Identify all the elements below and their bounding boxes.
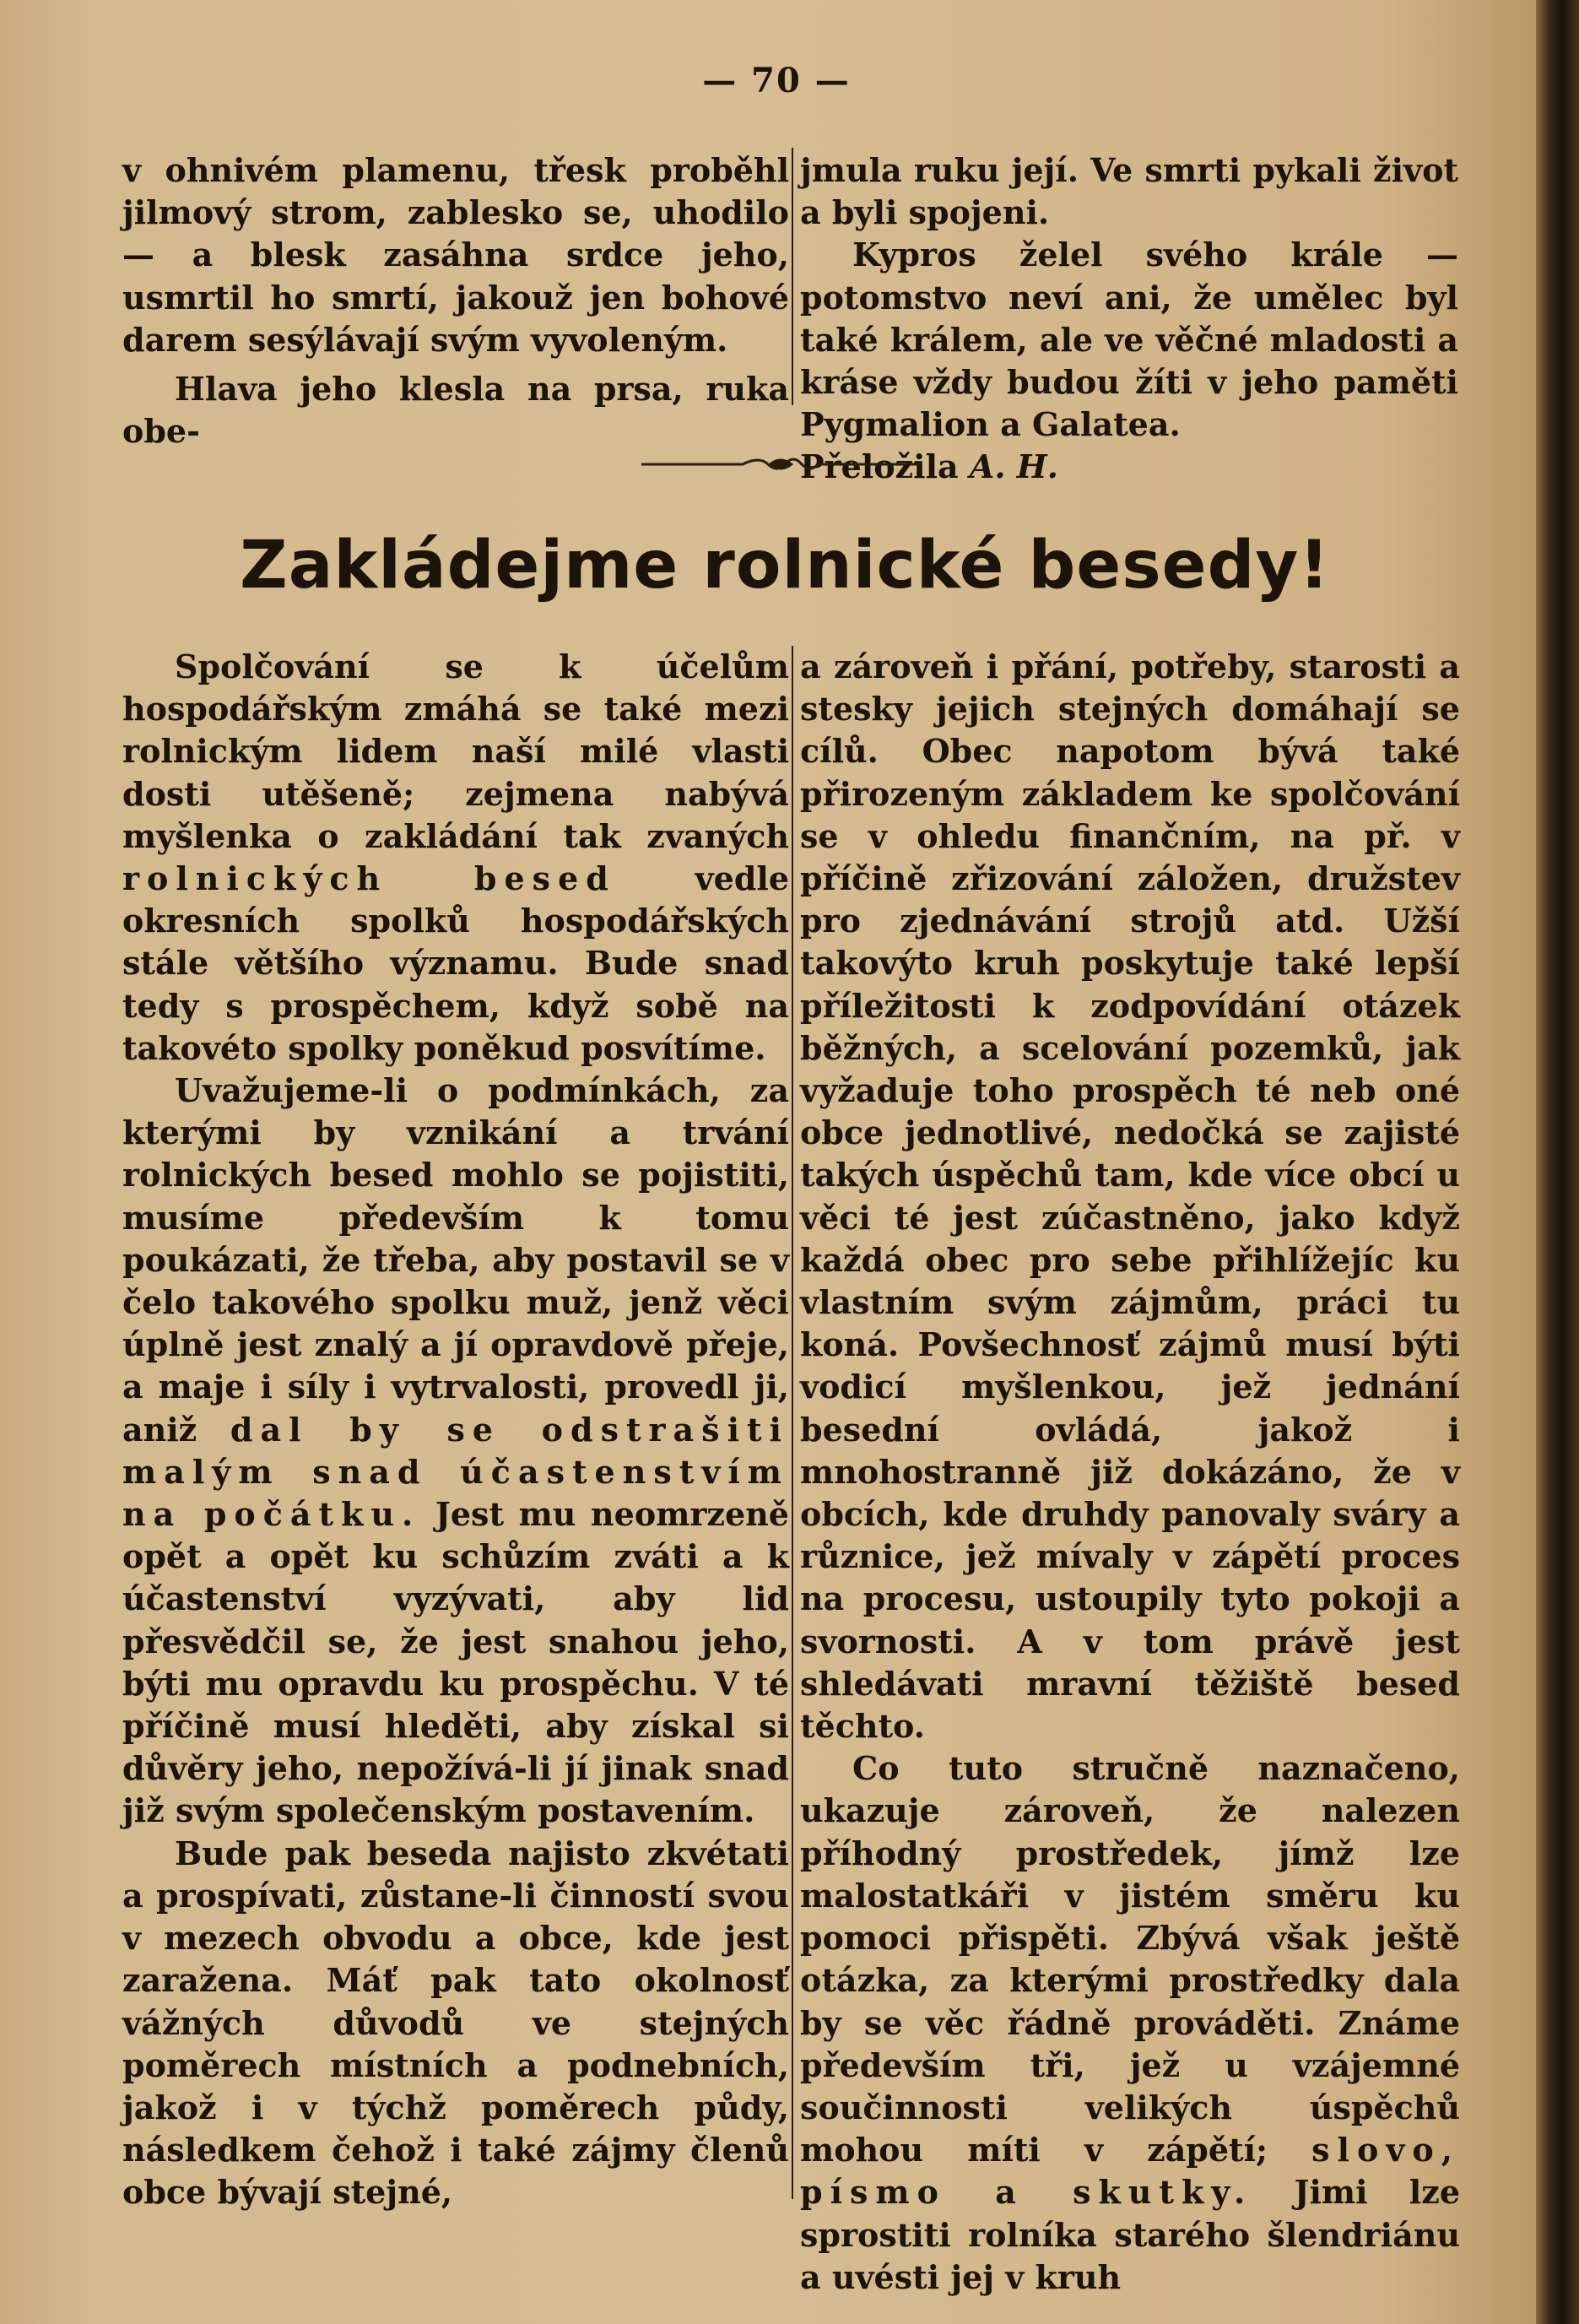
paragraph: Kypros želel svého krále — potomstvo neví ani, že umělec byl také králem, ale ve věčné mladosti a kráse vždy budou žíti v jeho paměti Pygmalion a Galatea. [800, 236, 1458, 444]
column-divider [792, 148, 793, 405]
ornament-divider [641, 452, 920, 477]
paragraph: jmula ruku její. Ve smrti pykali život a byli spojeni. [800, 151, 1458, 232]
paragraph: Co tuto stručně naznačeno, ukazuje zároveň, že nalezen příhodný prostředek, jímž lze malostatkáři v jistém směru ku pomoci přispěti. Zbývá však ještě otázka, za kterými prostředky dala by se věc řádně prováděti. Známe především tři, jež u vzájemné součinnosti velikých úspěchů mohou míti v zápětí; slovo, písmo a skutky. Jimi lze sprostiti rolníka starého šlendriánu a uvésti jej v kruh [800, 1749, 1460, 2296]
top-right-column [800, 149, 1458, 489]
paragraph: Bude pak beseda najisto zkvétati a prospívati, zůstane-li činností svou v mezech obvodu a obce, kde jest zaražena. Máť pak tato okolnosť vážných důvodů ve stejných poměrech místních a podnebních, jakož i v týchž poměrech půdy, následkem čehož i také zájmy členů obce bývají stejné, [122, 1834, 789, 2212]
paragraph: a zároveň i přání, potřeby, starosti a stesky jejich stejných domáhají se cílů. Obec napotom bývá také přirozeným základem ke spolčování se v ohledu finančním, na př. v příčině zřizování záložen, družstev pro zjednávání strojů atd. Užší takovýto kruh poskytuje také lepší příležitosti k zodpovídání otázek běžných, a scelování pozemků, jak vyžaduje toho prospěch té neb oné obce jednotlivé, nedočká se zajisté takých úspěchů tam, kde více obcí u věci té jest zúčastněno, jako když každá obec pro sebe přihlížejíc ku vlastním svým zájmům, práci tu koná. Povšechnosť zájmů musí býti vodicí myšlenkou, jež jednání besední ovládá, jakož i mnohostranně již dokázáno, že v obcích, kde druhdy panovaly sváry a různice, jež mívaly v zápětí proces na procesu, ustoupily tyto pokoji a svornosti. A v tom právě jest shledávati mravní těžiště besed těchto. [800, 647, 1460, 1746]
paragraph: Hlava jeho klesla na prsa, ruka obe- [122, 370, 789, 451]
page-number: — 70 — [702, 61, 851, 100]
book-spine [1536, 0, 1579, 2324]
top-left-column [122, 149, 789, 452]
translator-signature: Přeložila A. H. [800, 447, 1058, 486]
paragraph: v ohnivém plamenu, třesk proběhl jilmový strom, zablesko se, uhodilo — a blesk zasáhna srdce jeho, usmrtil ho smrtí, jakouž jen bohové darem sesýlávají svým vyvoleným. [122, 151, 789, 359]
article-title: Zakládejme rolnické besedy! [240, 528, 1330, 604]
article-right-column [800, 646, 1460, 2299]
paragraph: Uvažujeme-li o podmínkách, za kterými by vznikání a trvání rolnických besed mohlo se pojistiti, musíme především k tomu poukázati, že třeba, aby postavil se v čelo takového spolku muž, jenž věci úplně jest znalý a jí opravdově přeje, a maje i síly i vytrvalosti, provedl ji, aniž dal by se odstrašiti malým snad účastenstvím na počátku. Jest mu neomrzeně opět a opět ku schůzím zváti a k účastenství vyzývati, aby lid přesvědčil se, že jest snahou jeho, býti mu opravdu ku prospěchu. V té příčině musí hleděti, aby získal si důvěry jeho, nepožívá-li jí jinak snad již svým společenským postavením. [122, 1071, 789, 1830]
article-left-column [122, 646, 789, 2214]
column-divider [792, 646, 793, 2199]
paragraph: Spolčování se k účelům hospodářským zmáhá se také mezi rolnickým lidem naší milé vlasti dosti utěšeně; zejmena nabývá myšlenka o zakládání tak zvaných rolnických besed vedle okresních spolků hospodářských stále většího významu. Bude snad tedy s prospěchem, když sobě na takovéto spolky poněkud posvítíme. [122, 647, 789, 1067]
